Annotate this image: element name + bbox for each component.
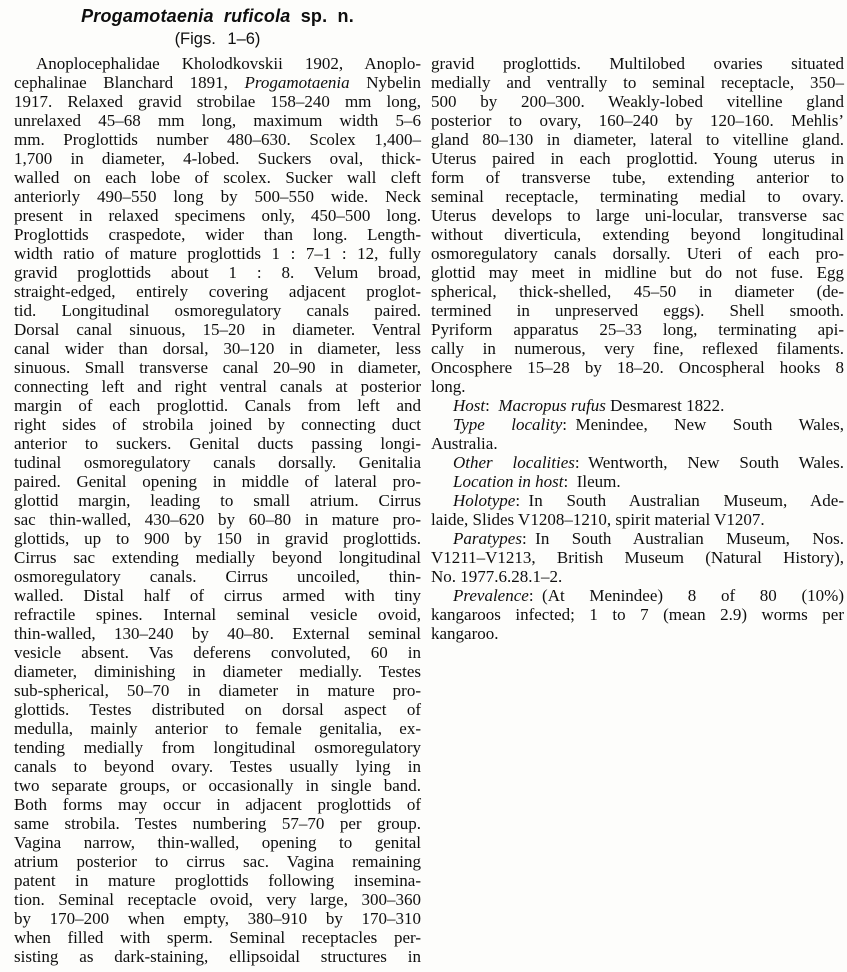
- text-line: 500 by 200–300. Weakly-lobed vitelline gland: [431, 92, 844, 111]
- text-line: seminal receptacle, terminating medial to ovary.: [431, 187, 844, 206]
- text-line: Cirrus sac extending medially beyond longitudinal: [14, 548, 421, 567]
- text-line: Location in host: Ileum.: [453, 472, 621, 491]
- text-line: gravid proglottids about 1 : 8. Velum broad,: [14, 263, 421, 282]
- text-line: present in relaxed specimens only, 450–500 long.: [14, 206, 421, 225]
- species-title: [14, 5, 421, 27]
- left-column: [14, 54, 421, 966]
- text-line: anteriorly 490–550 long by 500–550 wide. Neck: [14, 187, 421, 206]
- text-line: medially and ventrally to seminal receptacle, 350–: [431, 73, 844, 92]
- text-line: atrium posterior to cirrus sac. Vagina remaining: [14, 852, 421, 871]
- text-line: Paratypes: In South Australian Museum, Nos.: [453, 529, 844, 548]
- text-line: by 170–200 when empty, 380–910 by 170–310: [14, 909, 421, 928]
- text-line: sub-spherical, 50–70 in diameter in mature pro-: [14, 681, 421, 700]
- text-line: refractile spines. Internal seminal vesicle ovoid,: [14, 605, 421, 624]
- text-line: tending medially from longitudinal osmoregulatory: [14, 738, 421, 757]
- text-line: mm. Proglottids number 480–630. Scolex 1,400–: [14, 130, 421, 149]
- text-line: 1,700 in diameter, 4-lobed. Suckers oval, thick-: [14, 149, 421, 168]
- text-line: Holotype: In South Australian Museum, Ade-: [453, 491, 844, 510]
- text-line: No. 1977.6.28.1–2.: [431, 567, 563, 586]
- text-line: width ratio of mature proglottids 1 : 7–1 : 12, fully: [14, 244, 421, 263]
- text-line: kangaroo.: [431, 624, 499, 643]
- text-line: posterior to ovary, 160–240 by 120–160. Mehlis’: [431, 111, 844, 130]
- text-line: laide, Slides V1208–1210, spirit material V1207.: [431, 510, 765, 529]
- text-line: straight-edged, entirely covering adjacent proglot-: [14, 282, 421, 301]
- species-title-sp-n: sp. n.: [290, 6, 354, 26]
- text-line: V1211–V1213, British Museum (Natural History),: [431, 548, 844, 567]
- text-line: canals to beyond ovary. Testes usually lying in: [14, 757, 421, 776]
- text-line: spherical, thick-shelled, 45–50 in diameter (de-: [431, 282, 844, 301]
- text-line: anterior to suckers. Genital ducts passing longi-: [14, 434, 421, 453]
- text-line: without diverticula, extending beyond longitudinal: [431, 225, 844, 244]
- text-line: canal wider than dorsal, 30–120 in diameter, less: [14, 339, 421, 358]
- text-line: Host: Macropus rufus Desmarest 1822.: [453, 396, 725, 415]
- text-line: sinuous. Small transverse canal 20–90 in diameter,: [14, 358, 421, 377]
- text-line: Australia.: [431, 434, 498, 453]
- text-line: 1917. Relaxed gravid strobilae 158–240 mm long,: [14, 92, 421, 111]
- text-line: sisting as dark-staining, ellipsoidal structures in: [14, 947, 421, 966]
- text-line: cally in numerous, very fine, reflexed filaments.: [431, 339, 844, 358]
- text-line: thin-walled, 130–240 by 40–80. External seminal: [14, 624, 421, 643]
- text-line: tion. Seminal receptacle ovoid, very large, 300–360: [14, 890, 421, 909]
- text-line: Pyriform apparatus 25–33 long, terminating api-: [431, 320, 844, 339]
- text-line: when filled with sperm. Seminal receptacles per-: [14, 928, 421, 947]
- text-line: diameter, diminishing in diameter medially. Testes: [14, 662, 421, 681]
- text-line: glottid margin, leading to small atrium. Cirrus: [14, 491, 421, 510]
- figure-reference: (Figs. 1–6): [174, 30, 261, 48]
- text-line: margin of each proglottid. Canals from left and: [14, 396, 421, 415]
- text-line: glottids, up to 900 by 150 in gravid proglottids.: [14, 529, 421, 548]
- text-line: termined in unpreserved eggs). Shell smooth.: [431, 301, 844, 320]
- species-title-binomial: Progamotaenia ruficola: [81, 6, 291, 26]
- text-line: gravid proglottids. Multilobed ovaries situated: [431, 54, 844, 73]
- text-line: unrelaxed 45–68 mm long, maximum width 5–6: [14, 111, 421, 130]
- text-line: form of transverse tube, extending anterior to: [431, 168, 844, 187]
- text-line: Anoplocephalidae Kholodkovskii 1902, Anoplo-: [36, 54, 421, 73]
- text-line: medulla, mainly anterior to female genitalia, ex-: [14, 719, 421, 738]
- text-line: cephalinae Blanchard 1891, Progamotaenia Nybelin: [14, 73, 421, 92]
- text-line: tudinal osmoregulatory canals dorsally. Genitalia: [14, 453, 421, 472]
- text-line: two separate groups, or occasionally in single band.: [14, 776, 421, 795]
- text-line: Vagina narrow, thin-walled, opening to genital: [14, 833, 421, 852]
- text-line: Type locality: Menindee, New South Wales,: [453, 415, 844, 434]
- text-line: Both forms may occur in adjacent proglottids of: [14, 795, 421, 814]
- text-line: paired. Genital opening in middle of lateral pro-: [14, 472, 421, 491]
- text-line: Uterus paired in each proglottid. Young uterus in: [431, 149, 844, 168]
- text-line: Oncosphere 15–28 by 18–20. Oncospheral hooks 8: [431, 358, 844, 377]
- text-line: vesicle absent. Vas deferens convoluted, 60 in: [14, 643, 421, 662]
- text-line: Prevalence: (At Menindee) 8 of 80 (10%): [453, 586, 844, 605]
- text-line: sac thin-walled, 430–620 by 60–80 in mature pro-: [14, 510, 421, 529]
- text-line: long.: [431, 377, 466, 396]
- text-line: tid. Longitudinal osmoregulatory canals paired.: [14, 301, 421, 320]
- text-line: osmoregulatory canals dorsally. Uteri of each pro-: [431, 244, 844, 263]
- text-line: walled on each lobe of scolex. Sucker wall cleft: [14, 168, 421, 187]
- text-line: Uterus develops to large uni-locular, transverse sac: [431, 206, 844, 225]
- text-line: connecting left and right ventral canals at posterior: [14, 377, 421, 396]
- text-line: glottid may meet in midline but do not fuse. Egg: [431, 263, 844, 282]
- text-line: Other localities: Wentworth, New South Wales.: [453, 453, 845, 472]
- text-line: Dorsal canal sinuous, 15–20 in diameter. Ventral: [14, 320, 421, 339]
- text-line: Proglottids craspedote, wider than long. Length-: [14, 225, 421, 244]
- species-heading: [14, 5, 421, 50]
- text-line: osmoregulatory canals. Cirrus uncoiled, thin-: [14, 567, 421, 586]
- text-line: right sides of strobila joined by connecting duct: [14, 415, 421, 434]
- text-line: gland 80–130 in diameter, lateral to vitelline gland.: [431, 130, 844, 149]
- text-line: same strobila. Testes numbering 57–70 per group.: [14, 814, 421, 833]
- text-line: patent in mature proglottids following insemina-: [14, 871, 421, 890]
- right-column: [431, 54, 844, 643]
- text-line: glottids. Testes distributed on dorsal aspect of: [14, 700, 421, 719]
- text-line: walled. Distal half of cirrus armed with tiny: [14, 586, 421, 605]
- text-line: kangaroos infected; 1 to 7 (mean 2.9) worms per: [431, 605, 844, 624]
